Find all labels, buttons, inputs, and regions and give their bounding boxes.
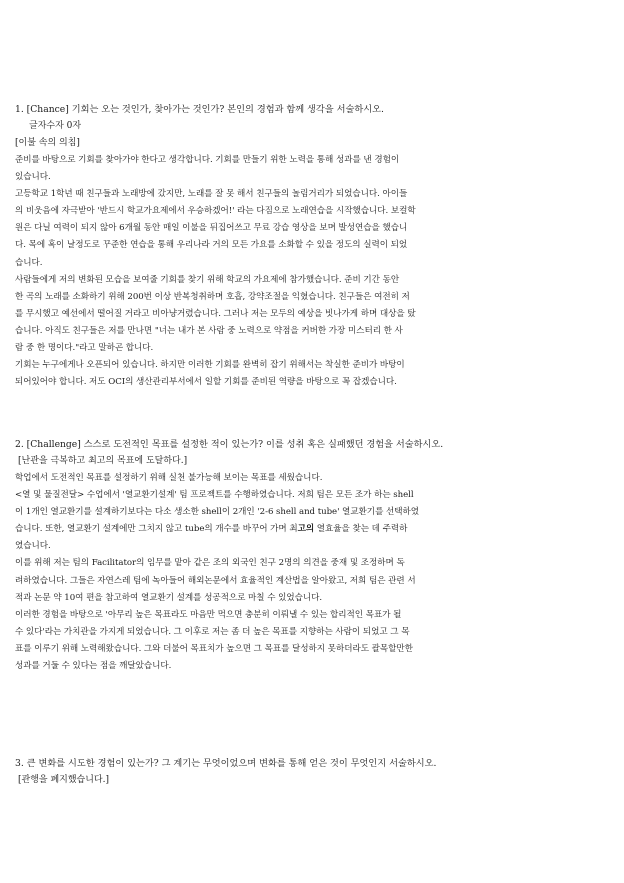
question-3-section (15, 755, 545, 789)
character-count: 글자수자 0자 (29, 121, 82, 131)
question-2-section (15, 436, 545, 675)
answer-line: 고등학교 1학년 때 친구들과 노래방에 갔지만, 노래를 잘 못 해서 친구들의 놀림거리가 되었습니다. 아이들 (15, 189, 408, 200)
answer-line: 람 중 한 명이다."라고 말하곤 합니다. (15, 343, 154, 354)
answer-line: 되어있어야 합니다. 저도 OCI의 생산관리부서에서 일할 기회를 준비된 역량을 바탕으로 꼭 잡겠습니다. (15, 377, 397, 388)
question-1-heading: 1. [Chance] 기회는 오는 것인가, 찾아가는 것인가? 본인의 경험과 함께 생각을 서술하시오. (15, 104, 384, 115)
answer-line: 이 1개인 열교환기를 설계하기보다는 다소 생소한 shell이 2개인 '2-6 shell and tube' 열교환기를 선택하였 (15, 507, 420, 518)
question-2-heading: 2. [Challenge] 스스로 도전적인 목표를 설정한 적이 있는가? 이를 성취 혹은 실패했던 경험을 서술하시오. (15, 439, 444, 450)
answer-line: 려하였습니다. 그들은 자연스레 팀에 녹아들어 해외논문에서 효율적인 계산법을 알아왔고, 저희 팀은 관련 서 (15, 575, 416, 586)
answer-text: 습니다. 또한, 열교환기 설계에만 그치지 않고 tube의 개수를 바꾸어 가며 최 (15, 524, 298, 535)
answer-line: 있습니다. (15, 172, 51, 183)
answer-line: 학업에서 도전적인 목표를 설정하기 위해 실천 불가능해 보이는 목표를 세웠습니다. (15, 473, 323, 483)
answer-1-body (15, 152, 545, 391)
answer-line: 성과를 거둘 수 있다는 점을 깨달았습니다. (15, 661, 172, 672)
question-3-heading: 3. 큰 변화를 시도한 경험이 있는가? 그 계기는 무엇이었으며 변화를 통해 얻은 것이 무엇인지 서술하시오. (15, 758, 437, 769)
answer-line: 습니다. (15, 257, 43, 268)
answer-2-body (15, 470, 545, 675)
answer-line: 습니다. 아직도 친구들은 저를 만나면 "너는 내가 본 사람 중 노력으로 약점을 커버한 가장 미스터리 한 사 (15, 325, 403, 336)
answer-line: 수 있다'라는 가치관을 가지게 되었습니다. 그 이후로 저는 좀 더 높은 목표를 지향하는 사람이 되었고 그 목 (15, 626, 410, 637)
answer-line: 의 비웃음에 자극받아 '반드시 학교가요제에서 우승하겠어!' 라는 다짐으로 노래연습을 시작했습니다. 보컬학 (15, 206, 416, 217)
answer-line: 이러한 경험을 바탕으로 '아무리 높은 목표라도 마음만 먹으면 충분히 이뤄낼 수 있는 합리적인 목표가 될 (15, 609, 402, 620)
answer-line: 적과 논문 약 10여 편을 참고하여 열교환기 설계를 성공적으로 마칠 수 있었습니다. (15, 592, 323, 603)
answer-text: 열효율을 찾는 데 주력하 (314, 524, 408, 535)
answer-1-title: [이불 속의 의침] (15, 138, 80, 148)
answer-line: 를 무시했고 예선에서 떨어질 거라고 비아냥거렸습니다. 그러나 저는 모두의 예상을 빗나가게 하며 대상을 탔 (15, 308, 416, 319)
question-1-section (15, 101, 545, 391)
answer-line: <열 및 물질전달> 수업에서 '열교환기설계' 팀 프로젝트를 수행하였습니다. 저희 팀은 모든 조가 하는 shell (15, 490, 414, 501)
answer-line (15, 521, 545, 538)
answer-line: 원은 다닐 여력이 되지 않아 6개월 동안 매일 이불을 뒤집어쓰고 무료 강습 영상을 보며 발성연습을 했습니 (15, 223, 408, 234)
emphasis-text: 고의 (297, 524, 315, 535)
answer-line: 기회는 누구에게나 오픈되어 있습니다. 하지만 이러한 기회를 완벽히 잡기 위해서는 착실한 준비가 바탕이 (15, 360, 405, 371)
answer-line: 다. 목에 혹이 날정도로 꾸준한 연습을 통해 우리나라 거의 모든 가요를 소화할 수 있을 정도의 실력이 되었 (15, 240, 408, 251)
answer-2-title: [난관을 극복하고 최고의 목표에 도달하다.] (18, 456, 188, 466)
answer-line: 준비를 바탕으로 기회를 찾아가야 한다고 생각합니다. 기회를 만들기 위한 노력을 통해 성과를 낸 경험이 (15, 155, 400, 165)
answer-line: 사람들에게 저의 변화된 모습을 보여줄 기회를 찾기 위해 학교의 가요제에 참가했습니다. 준비 기간 동안 (15, 274, 400, 285)
answer-line: 였습니다. (15, 541, 51, 552)
answer-line: 이를 위해 저는 팀의 Facilitator의 임무를 맡아 같은 조의 외국인 친구 2명의 의견을 중재 및 조정하며 독 (15, 558, 405, 569)
answer-3-title: [관행을 폐지했습니다.] (18, 775, 109, 785)
answer-line: 한 곡의 노래를 소화하기 위해 200번 이상 반복청취하며 호흡, 강약조절을 익혔습니다. 친구들은 여전히 저 (15, 291, 410, 302)
answer-line: 표를 이루기 위해 노력해왔습니다. 그와 더불어 목표치가 높으면 그 목표를 달성하지 못하더라도 괄목할만한 (15, 643, 413, 654)
